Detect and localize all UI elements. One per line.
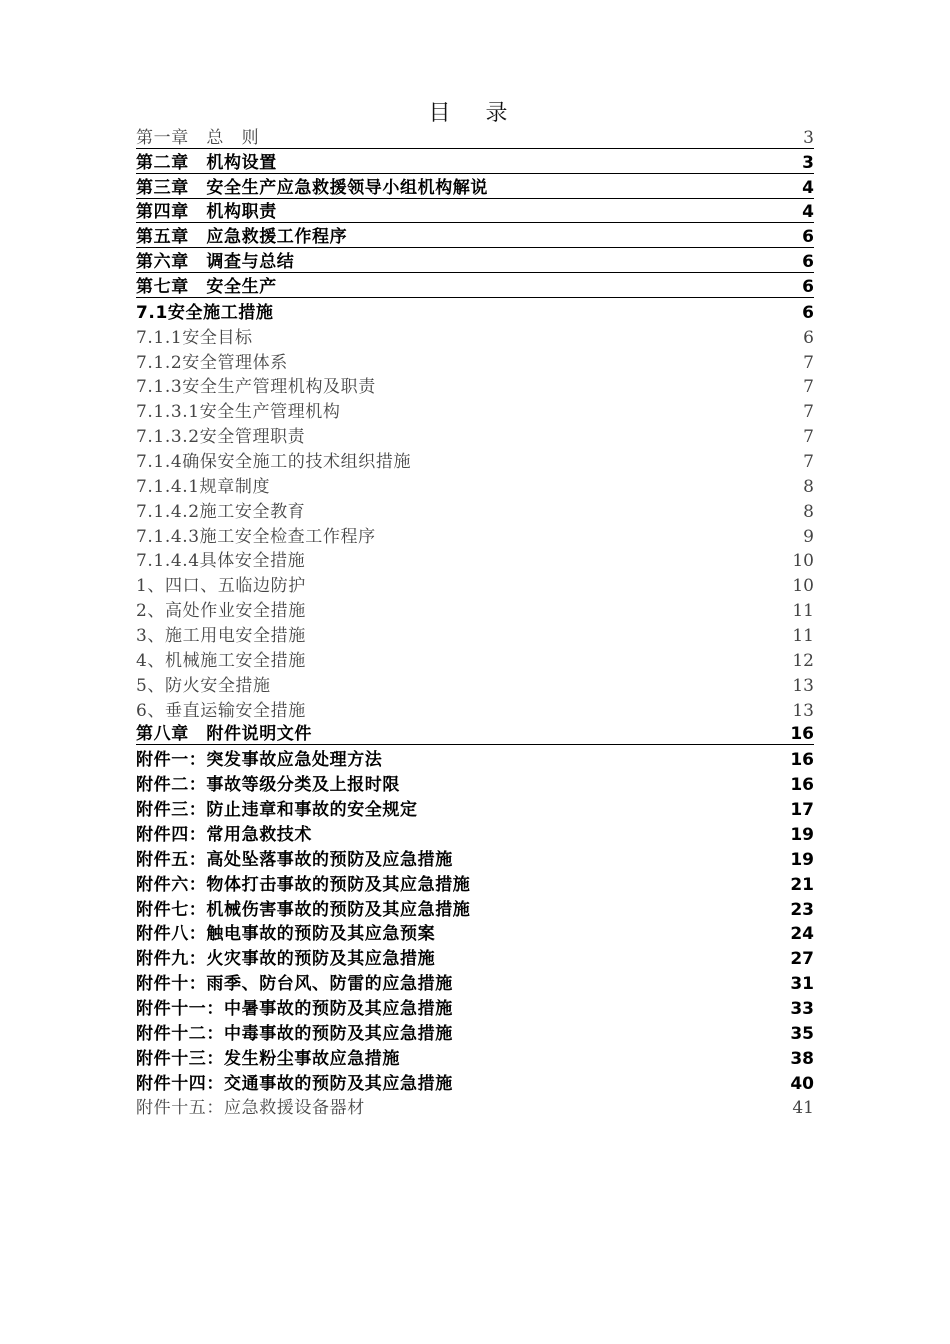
toc-entry-label: 第七章 安全生产	[136, 277, 277, 298]
toc-entry-page-number: 10	[792, 576, 814, 597]
toc-entry-label: 附件十一：中暑事故的预防及其应急措施	[136, 998, 453, 1019]
toc-entry-page-number: 4	[802, 202, 814, 223]
toc-entry-page-number: 19	[790, 824, 814, 845]
toc-entry[interactable]	[136, 646, 814, 671]
toc-entry-label: 附件九：火灾事故的预防及其应急措施	[136, 949, 436, 970]
toc-entry-page-number: 13	[792, 700, 814, 721]
toc-entry-page-number: 31	[790, 974, 814, 995]
toc-entry-label: 4、机械施工安全措施	[136, 650, 306, 671]
toc-entry[interactable]	[136, 472, 814, 497]
toc-entry-label: 7.1.1安全目标	[136, 327, 253, 348]
toc-entry-label: 3、施工用电安全措施	[136, 626, 306, 647]
toc-entry-page-number: 38	[790, 1048, 814, 1069]
toc-entry-page-number: 6	[802, 252, 814, 273]
toc-entry-page-number: 11	[792, 626, 814, 647]
toc-entry-page-number: 7	[803, 452, 814, 473]
toc-entry[interactable]	[136, 721, 814, 746]
toc-entry[interactable]	[136, 1069, 814, 1094]
toc-entry[interactable]	[136, 547, 814, 572]
toc-entry-page-number: 16	[790, 750, 814, 771]
toc-entry[interactable]	[136, 770, 814, 795]
toc-entry-label: 附件十四：交通事故的预防及其应急措施	[136, 1073, 453, 1094]
toc-entry[interactable]	[136, 522, 814, 547]
toc-entry-page-number: 16	[790, 724, 814, 745]
toc-entry[interactable]	[136, 895, 814, 920]
toc-entry[interactable]	[136, 298, 814, 323]
toc-entry[interactable]	[136, 348, 814, 373]
toc-entry[interactable]	[136, 447, 814, 472]
toc-entry[interactable]	[136, 1019, 814, 1044]
toc-entry[interactable]	[136, 671, 814, 696]
toc-entry-page-number: 35	[790, 1023, 814, 1044]
toc-entry-label: 第三章 安全生产应急救援领导小组机构解说	[136, 177, 488, 198]
table-of-contents	[136, 124, 814, 1118]
toc-entry-page-number: 3	[803, 127, 814, 148]
toc-entry-label: 第四章 机构职责	[136, 202, 277, 223]
toc-entry-label: 附件八：触电事故的预防及其应急预案	[136, 924, 436, 945]
toc-entry-page-number: 19	[790, 849, 814, 870]
toc-entry-label: 7.1.2安全管理体系	[136, 352, 288, 373]
toc-entry-label: 7.1.4.4具体安全措施	[136, 551, 306, 572]
toc-entry-label: 附件三：防止违章和事故的安全规定	[136, 800, 418, 821]
toc-entry-page-number: 7	[803, 402, 814, 423]
toc-entry-label: 7.1.3.2安全管理职责	[136, 427, 306, 448]
toc-entry-page-number: 16	[790, 775, 814, 796]
toc-entry-label: 7.1.4.3施工安全检查工作程序	[136, 526, 376, 547]
toc-entry[interactable]	[136, 870, 814, 895]
toc-entry-page-number: 12	[792, 650, 814, 671]
toc-entry-label: 附件十五：应急救援设备器材	[136, 1098, 365, 1119]
toc-entry[interactable]	[136, 199, 814, 224]
toc-entry-page-number: 13	[792, 675, 814, 696]
toc-entry-page-number: 24	[790, 924, 814, 945]
toc-entry-page-number: 3	[802, 152, 814, 173]
toc-entry[interactable]	[136, 994, 814, 1019]
toc-entry[interactable]	[136, 795, 814, 820]
toc-entry-label: 7.1.3安全生产管理机构及职责	[136, 377, 376, 398]
toc-entry-label: 7.1.4.1规章制度	[136, 476, 271, 497]
toc-entry-page-number: 23	[790, 899, 814, 920]
toc-entry[interactable]	[136, 920, 814, 945]
toc-entry-page-number: 9	[803, 526, 814, 547]
toc-entry[interactable]	[136, 373, 814, 398]
toc-entry[interactable]	[136, 621, 814, 646]
toc-entry-label: 附件十三：发生粉尘事故应急措施	[136, 1048, 400, 1069]
toc-entry[interactable]	[136, 696, 814, 721]
toc-entry-label: 1、四口、五临边防护	[136, 576, 306, 597]
toc-entry[interactable]	[136, 745, 814, 770]
toc-entry[interactable]	[136, 174, 814, 199]
toc-entry-page-number: 7	[803, 352, 814, 373]
toc-entry-page-number: 10	[792, 551, 814, 572]
toc-title: 目 录	[428, 101, 522, 126]
toc-entry-label: 第五章 应急救援工作程序	[136, 227, 348, 248]
toc-entry-label: 2、高处作业安全措施	[136, 601, 306, 622]
toc-entry[interactable]	[136, 944, 814, 969]
toc-entry-page-number: 6	[802, 227, 814, 248]
toc-entry-page-number: 8	[803, 501, 814, 522]
toc-entry[interactable]	[136, 845, 814, 870]
toc-entry-label: 7.1.3.1安全生产管理机构	[136, 402, 341, 423]
toc-entry[interactable]	[136, 571, 814, 596]
toc-entry-label: 附件一：突发事故应急处理方法	[136, 750, 383, 771]
toc-entry-label: 第二章 机构设置	[136, 152, 277, 173]
toc-entry-label: 附件十：雨季、防台风、防雷的应急措施	[136, 974, 453, 995]
toc-entry[interactable]	[136, 273, 814, 298]
toc-entry-label: 附件十二：中毒事故的预防及其应急措施	[136, 1023, 453, 1044]
toc-entry-label: 6、垂直运输安全措施	[136, 700, 306, 721]
toc-entry-page-number: 11	[792, 601, 814, 622]
toc-entry[interactable]	[136, 422, 814, 447]
toc-entry-label: 附件二：事故等级分类及上报时限	[136, 775, 400, 796]
toc-entry-label: 附件五：高处坠落事故的预防及应急措施	[136, 849, 453, 870]
toc-entry-page-number: 7	[803, 377, 814, 398]
toc-entry[interactable]	[136, 969, 814, 994]
toc-entry-label: 第一章 总 则	[136, 127, 260, 148]
toc-entry-label: 7.1.4.2施工安全教育	[136, 501, 306, 522]
toc-entry[interactable]	[136, 397, 814, 422]
toc-entry-label: 7.1.4确保安全施工的技术组织措施	[136, 452, 412, 473]
toc-entry-label: 附件六：物体打击事故的预防及其应急措施	[136, 874, 471, 895]
toc-entry[interactable]	[136, 820, 814, 845]
toc-entry[interactable]	[136, 248, 814, 273]
toc-entry-page-number: 6	[802, 302, 814, 323]
toc-entry-page-number: 27	[790, 949, 814, 970]
toc-entry-label: 第八章 附件说明文件	[136, 724, 312, 745]
toc-entry[interactable]	[136, 149, 814, 174]
toc-entry[interactable]	[136, 1044, 814, 1069]
toc-entry-page-number: 41	[792, 1098, 814, 1119]
toc-entry-page-number: 8	[803, 476, 814, 497]
toc-entry-label: 7.1安全施工措施	[136, 302, 274, 323]
toc-entry[interactable]	[136, 323, 814, 348]
toc-entry-page-number: 6	[802, 277, 814, 298]
toc-entry-label: 第六章 调查与总结	[136, 252, 295, 273]
toc-entry-page-number: 4	[802, 177, 814, 198]
toc-entry[interactable]	[136, 124, 814, 149]
toc-entry-page-number: 33	[790, 998, 814, 1019]
toc-entry[interactable]	[136, 596, 814, 621]
toc-entry-page-number: 40	[790, 1073, 814, 1094]
toc-entry[interactable]	[136, 1094, 814, 1119]
toc-entry[interactable]	[136, 223, 814, 248]
toc-entry[interactable]	[136, 497, 814, 522]
toc-entry-label: 5、防火安全措施	[136, 675, 271, 696]
toc-entry-page-number: 17	[790, 800, 814, 821]
toc-entry-page-number: 21	[790, 874, 814, 895]
toc-entry-page-number: 7	[803, 427, 814, 448]
toc-entry-label: 附件七：机械伤害事故的预防及其应急措施	[136, 899, 471, 920]
toc-entry-label: 附件四：常用急救技术	[136, 824, 312, 845]
toc-entry-page-number: 6	[803, 327, 814, 348]
